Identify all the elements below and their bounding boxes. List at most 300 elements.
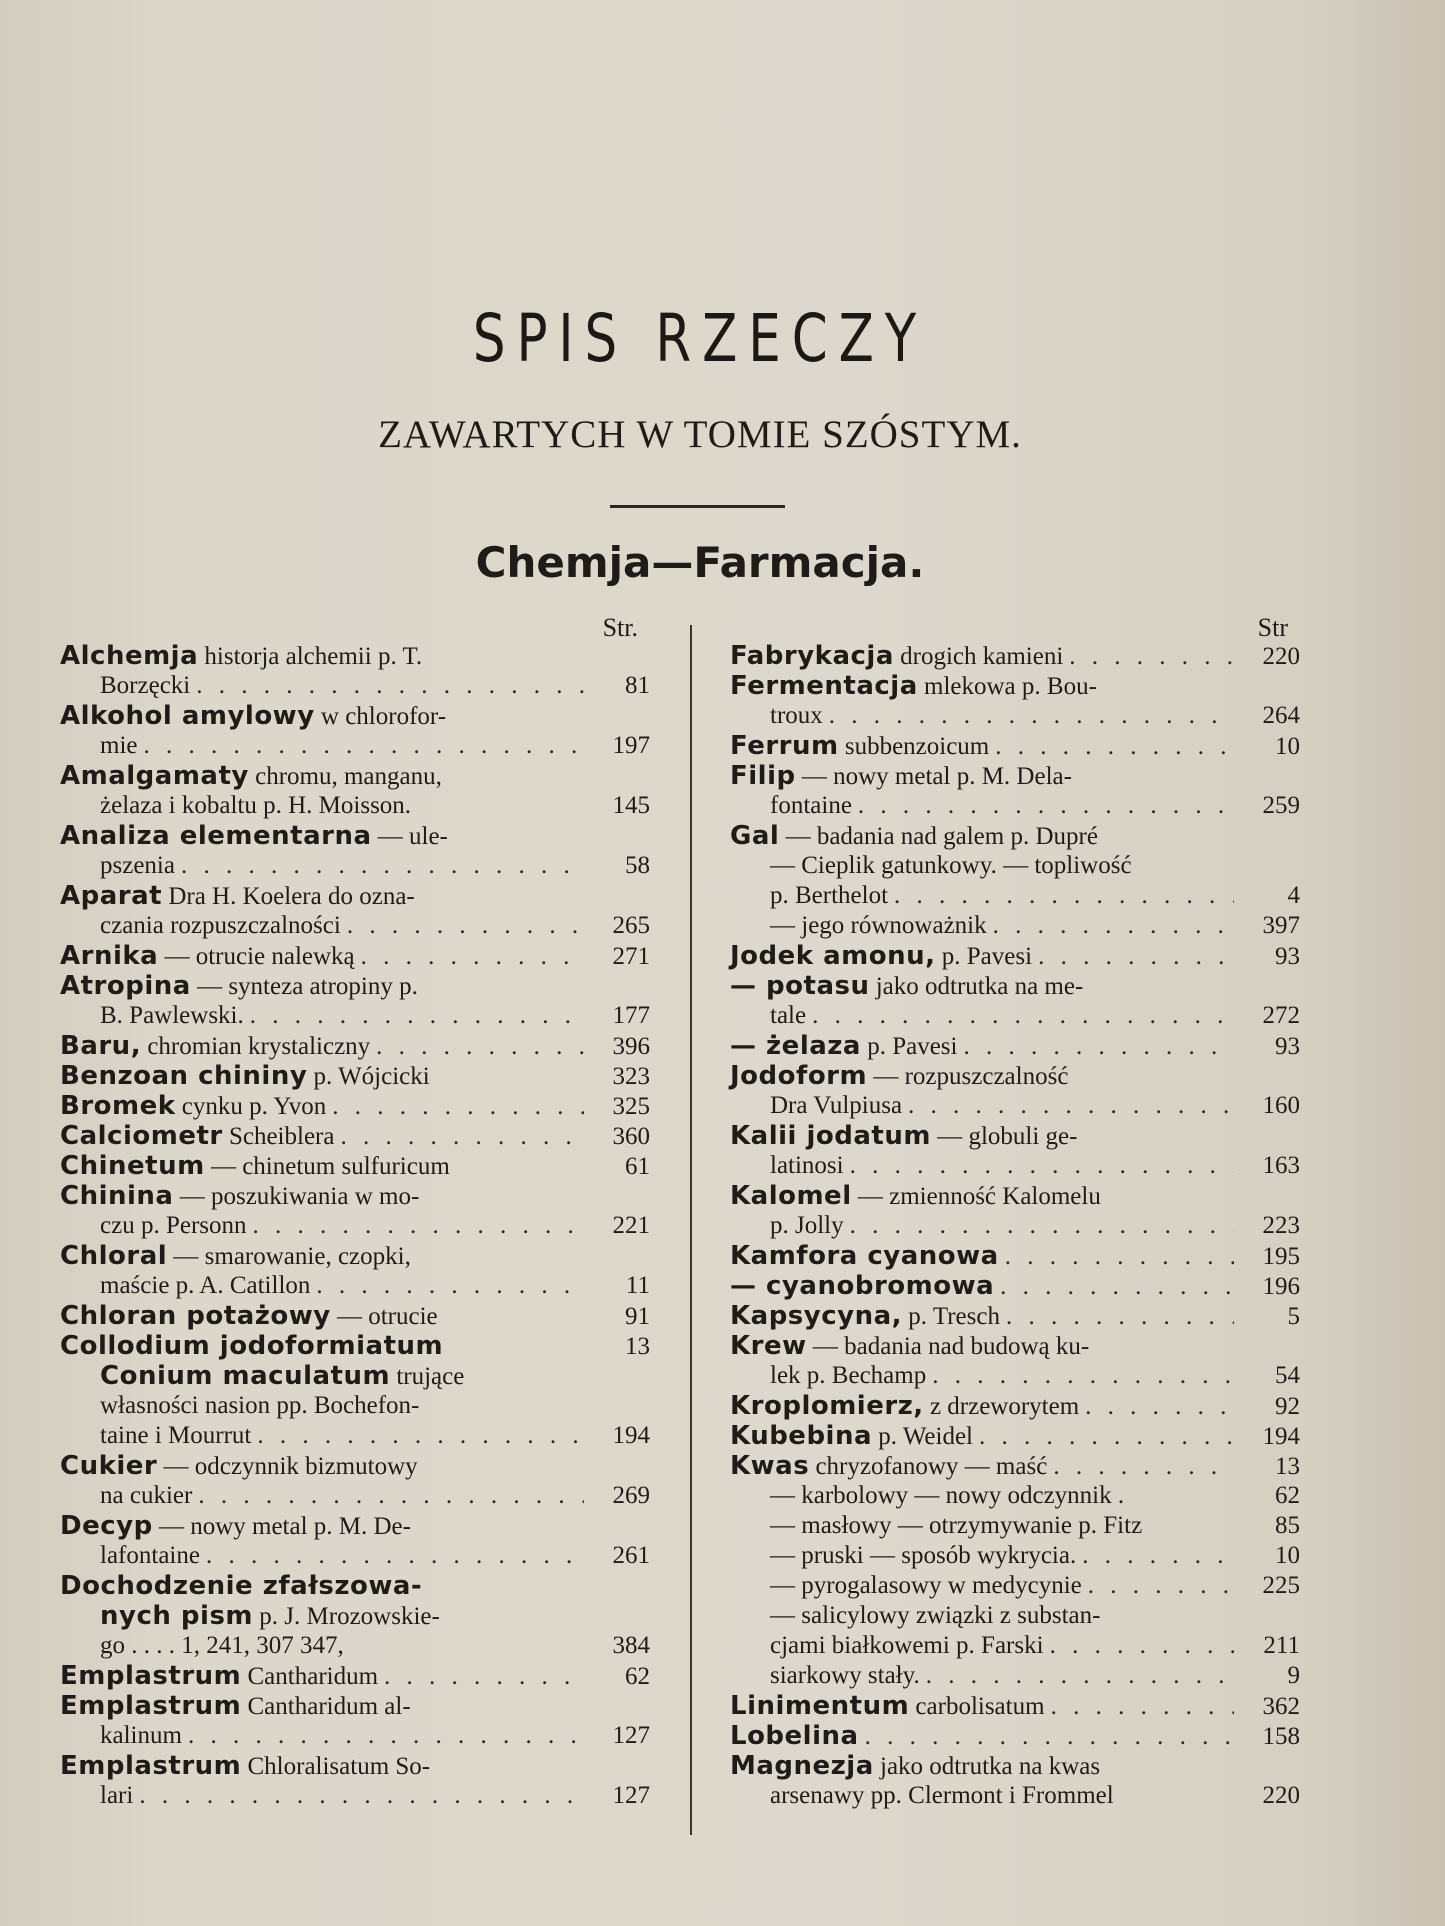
leader-dots — [908, 1091, 1234, 1121]
entry-keyword: Filip — [730, 761, 796, 791]
index-line — [730, 1361, 1300, 1391]
page-number: 271 — [612, 943, 650, 970]
leader-dots — [257, 1421, 584, 1451]
leader-dots — [196, 671, 584, 701]
index-line — [60, 1541, 650, 1571]
entry-text: kalinum — [100, 1722, 182, 1749]
entry-text: Alkohol amylowy w chlorofor- — [60, 701, 447, 731]
leader-dots — [1000, 1272, 1234, 1302]
entry-text: nych pism p. J. Mrozowskie- — [100, 1601, 440, 1631]
entry-keyword: Emplastrum — [60, 1661, 242, 1691]
entry-text: Ferrum subbenzoicum — [730, 731, 990, 761]
leader-dots — [340, 1122, 584, 1152]
page-number: 54 — [1275, 1362, 1300, 1389]
index-entry — [60, 1151, 650, 1181]
page-number: 92 — [1275, 1393, 1300, 1420]
index-entry — [60, 1331, 650, 1361]
index-line — [60, 1001, 650, 1031]
entry-text: — karbolowy — nowy odczynnik . — [770, 1482, 1125, 1509]
entry-text: Calciometr Scheiblera — [60, 1121, 335, 1151]
entry-text: troux — [770, 702, 823, 729]
page-number: 196 — [1262, 1273, 1300, 1300]
index-entry — [60, 1361, 650, 1451]
entry-text: Emplastrum Cantharidum al- — [60, 1691, 411, 1721]
index-line — [730, 1421, 1300, 1451]
entry-keyword: Kapsycyna, — [730, 1301, 903, 1331]
entry-text: — potasu jako odtrutka na me- — [730, 971, 1084, 1001]
index-entry — [60, 641, 650, 701]
entry-text: Analiza elementarna — ulе- — [60, 821, 448, 851]
entry-text: latinosi — [770, 1152, 844, 1179]
index-line — [730, 881, 1300, 911]
page-number: 223 — [1262, 1212, 1300, 1239]
entry-text: Kalii jodatum — globuli ge- — [730, 1121, 1078, 1151]
leader-dots — [995, 732, 1234, 762]
page-number: 397 — [1262, 912, 1300, 939]
page-number: 62 — [625, 1663, 650, 1690]
entry-keyword: Conium maculatum — [100, 1361, 391, 1391]
leader-dots — [376, 1032, 584, 1062]
index-entry — [60, 1661, 650, 1691]
entry-text: Benzoan chininy p. Wójcicki — [60, 1061, 430, 1091]
entry-text: Dra Vulpiusa — [770, 1092, 903, 1119]
leader-dots — [1069, 642, 1234, 672]
index-line — [730, 1511, 1300, 1541]
page-number: 61 — [625, 1153, 650, 1180]
index-line — [730, 1751, 1300, 1781]
entry-text: żelaza i kobaltu p. H. Moisson. — [100, 792, 412, 819]
page-number: 62 — [1275, 1482, 1300, 1509]
index-line — [730, 1391, 1300, 1421]
leader-dots — [858, 791, 1234, 821]
leader-dots — [993, 911, 1234, 941]
index-entry — [730, 1391, 1300, 1421]
entry-keyword: Baru, — [60, 1031, 142, 1061]
leader-dots — [894, 881, 1234, 911]
entry-text: Chinetum — chinetum sulfuricum — [60, 1151, 450, 1181]
entry-keyword: Aparat — [60, 881, 163, 911]
index-entry — [60, 1181, 650, 1241]
index-line — [730, 1631, 1300, 1661]
index-line — [730, 701, 1300, 731]
entry-keyword: Lobelina — [730, 1721, 859, 1751]
leader-dots — [932, 1361, 1234, 1391]
page-number: 163 — [1262, 1152, 1300, 1179]
index-line — [60, 1211, 650, 1241]
page-number: 93 — [1275, 943, 1300, 970]
entry-text: Jodoform — rozpuszczalność — [730, 1061, 1069, 1091]
entry-keyword: Chinetum — [60, 1151, 205, 1181]
index-line — [730, 1721, 1300, 1751]
index-line — [60, 1151, 650, 1181]
entry-text: czania rozpuszczalności — [100, 912, 341, 939]
page-number: 269 — [612, 1482, 650, 1509]
index-line — [60, 1601, 650, 1631]
page-number: 13 — [625, 1333, 650, 1360]
index-line — [60, 1571, 650, 1601]
index-entry — [60, 881, 650, 941]
page-number: 396 — [612, 1033, 650, 1060]
index-line — [60, 1271, 650, 1301]
index-entry — [730, 1691, 1300, 1721]
index-entries-left — [60, 641, 650, 1811]
leader-dots — [1006, 1302, 1234, 1332]
entry-text: Emplastrum Chloralisatum So- — [60, 1751, 431, 1781]
index-entry — [730, 1061, 1300, 1121]
page-number: 220 — [1262, 643, 1300, 670]
title-rule — [610, 505, 785, 508]
leader-dots — [1005, 1242, 1234, 1272]
entry-text: — pyrogalasowy w medycynie — [770, 1572, 1082, 1599]
index-entry — [730, 1721, 1300, 1751]
entry-text — [60, 1331, 443, 1362]
index-line — [730, 1061, 1300, 1091]
index-line — [60, 731, 650, 761]
index-entry — [730, 971, 1300, 1031]
leader-dots — [198, 1481, 584, 1511]
index-line — [730, 1121, 1300, 1151]
entry-text: Bromek cynku p. Yvon — [60, 1091, 327, 1121]
page-number: 10 — [1275, 733, 1300, 760]
entry-keyword: Jodek amonu, — [730, 941, 936, 971]
index-entry — [730, 1421, 1300, 1451]
entry-text: fontaine — [770, 792, 852, 819]
leader-dots — [1038, 942, 1234, 972]
index-line — [730, 1571, 1300, 1601]
index-entry — [730, 1031, 1300, 1061]
entry-text: Emplastrum Cantharidum — [60, 1661, 379, 1691]
index-line — [60, 1421, 650, 1451]
leader-dots — [1051, 1692, 1234, 1722]
leader-dots — [926, 1661, 1234, 1691]
entry-keyword: — żelaza — [730, 1031, 861, 1061]
index-line — [730, 821, 1300, 851]
index-line — [730, 1091, 1300, 1121]
entry-keyword: Chloran potażowy — [60, 1301, 331, 1331]
index-line — [60, 1181, 650, 1211]
entry-keyword: Jodoform — [730, 1061, 868, 1091]
entry-text: — pruski — sposób wykrycia. — [770, 1542, 1077, 1569]
entry-text: Conium maculatum trujące — [100, 1361, 465, 1391]
index-line — [730, 1241, 1300, 1271]
index-line — [60, 851, 650, 881]
index-line — [730, 1151, 1300, 1181]
index-line — [730, 1211, 1300, 1241]
index-entry — [60, 701, 650, 761]
index-line — [60, 641, 650, 671]
entry-text: Kroplomierz, z drzeworytem — [730, 1391, 1080, 1421]
leader-dots — [253, 1211, 585, 1241]
leader-dots — [829, 701, 1234, 731]
leader-dots — [139, 1781, 584, 1811]
page-number: 158 — [1262, 1723, 1300, 1750]
page-number: 197 — [612, 732, 650, 759]
index-line — [730, 941, 1300, 971]
index-line — [730, 851, 1300, 881]
index-entry — [60, 1751, 650, 1811]
index-entry — [60, 1061, 650, 1091]
entry-text: Jodek amonu, p. Pavesi — [730, 941, 1033, 971]
page-number: 5 — [1287, 1303, 1300, 1330]
index-entry — [730, 1331, 1300, 1391]
entry-keyword: — cyanobromowa — [730, 1271, 995, 1301]
page-number: 13 — [1275, 1453, 1300, 1480]
entry-text: Kwas chryzofanowy — maść — [730, 1451, 1048, 1481]
entry-keyword: Kubebina — [730, 1421, 873, 1451]
index-line — [60, 1301, 650, 1331]
page-number: 261 — [612, 1542, 650, 1569]
entry-keyword: Cukier — [60, 1451, 158, 1481]
index-entries-right — [730, 641, 1300, 1811]
leader-dots — [332, 1092, 584, 1122]
index-line — [730, 1451, 1300, 1481]
entry-text: — masłowy — otrzymywanie p. Fitz — [770, 1512, 1143, 1539]
page-number: 221 — [612, 1212, 650, 1239]
entry-text: arsenawy pp. Clermont i Frommel — [770, 1782, 1114, 1809]
entry-keyword: Dochodzenie zfałszowa- — [60, 1571, 423, 1601]
entry-keyword: Kroplomierz, — [730, 1391, 924, 1421]
index-line — [730, 1301, 1300, 1331]
page-number: 81 — [625, 672, 650, 699]
entry-text: lek p. Bechamp — [770, 1362, 927, 1389]
entry-keyword: Decyp — [60, 1511, 153, 1541]
entry-text: Decyp — nowy metal p. M. De- — [60, 1511, 411, 1541]
page-number: 225 — [1262, 1572, 1300, 1599]
index-line — [60, 911, 650, 941]
page-number: 362 — [1262, 1693, 1300, 1720]
index-entry — [730, 1451, 1300, 1691]
index-line — [60, 1391, 650, 1421]
entry-text: Krew — badania nad budową ku- — [730, 1331, 1090, 1361]
page-number: 194 — [1262, 1423, 1300, 1450]
index-line — [730, 671, 1300, 701]
index-line — [60, 1241, 650, 1271]
entry-keyword: Atropina — [60, 971, 191, 1001]
page-number: 91 — [625, 1303, 650, 1330]
entry-text: p. Jolly — [770, 1212, 844, 1239]
index-line — [60, 1511, 650, 1541]
page-number: 85 — [1275, 1512, 1300, 1539]
leader-dots — [250, 1001, 584, 1031]
index-entry — [730, 1121, 1300, 1181]
index-entry — [730, 1271, 1300, 1301]
page-number: 211 — [1263, 1632, 1300, 1659]
entry-keyword: Chinina — [60, 1181, 174, 1211]
entry-keyword: Fabrykacja — [730, 641, 894, 671]
entry-keyword: Linimentum — [730, 1691, 910, 1721]
entry-keyword: Bromek — [60, 1091, 176, 1121]
page-number: 11 — [625, 1272, 650, 1299]
entry-text: Cukier — odczynnik bizmutowy — [60, 1451, 418, 1481]
index-entry — [60, 1241, 650, 1301]
index-line — [730, 1181, 1300, 1211]
entry-text: Linimentum carbolisatum — [730, 1691, 1045, 1721]
leader-dots — [181, 851, 584, 881]
entry-text: Chinina — poszukiwania w mo- — [60, 1181, 420, 1211]
index-line — [60, 1751, 650, 1781]
index-line — [730, 911, 1300, 941]
entry-text: siarkowy stały. — [770, 1662, 920, 1689]
entry-keyword: Kamfora cyanowa — [730, 1241, 999, 1271]
index-line — [730, 1001, 1300, 1031]
page-title: SPIS RZECZY — [472, 300, 928, 377]
entry-text: Amalgamaty chromu, manganu, — [60, 761, 442, 791]
entry-text: Aparat Dra H. Koelera do ozna- — [60, 881, 415, 911]
index-entry — [60, 821, 650, 881]
index-line — [730, 641, 1300, 671]
index-line — [730, 1481, 1300, 1511]
entry-text — [730, 1721, 859, 1752]
index-entry — [60, 941, 650, 971]
entry-keyword: Calciometr — [60, 1121, 223, 1151]
index-entry — [730, 761, 1300, 821]
entry-text: Kapsycyna, p. Tresch — [730, 1301, 1000, 1331]
index-line — [60, 881, 650, 911]
index-line — [60, 1691, 650, 1721]
index-line — [60, 1631, 650, 1661]
index-entry — [60, 971, 650, 1031]
entry-text: Fabrykacja drogich kamieni — [730, 641, 1064, 671]
page-number: 194 — [612, 1422, 650, 1449]
index-line — [60, 1661, 650, 1691]
entry-text: maście p. A. Catillon — [100, 1272, 311, 1299]
entry-text: Baru, chromian krystaliczny — [60, 1031, 371, 1061]
index-line — [60, 1091, 650, 1121]
index-line — [60, 701, 650, 731]
entry-keyword: Gal — [730, 821, 780, 851]
entry-text: czu p. Personn — [100, 1212, 247, 1239]
entry-text: Arnika — otrucie nalewką — [60, 941, 355, 971]
index-line — [60, 671, 650, 701]
entry-keyword: Analiza elementarna — [60, 821, 372, 851]
leader-dots — [206, 1541, 584, 1571]
entry-text: Filip — nowy metal p. M. Dela- — [730, 761, 1072, 791]
entry-text: — jego równoważnik — [770, 912, 987, 939]
entry-keyword: Krew — [730, 1331, 807, 1361]
entry-keyword: Arnika — [60, 941, 159, 971]
page-number: 145 — [612, 792, 650, 819]
leader-dots — [316, 1271, 584, 1301]
index-entry — [60, 1691, 650, 1751]
entry-keyword: nych pism — [100, 1601, 254, 1631]
entry-text: — salicylowy związki z substan- — [770, 1602, 1101, 1629]
leader-dots — [865, 1722, 1234, 1752]
entry-text: lafontaine — [100, 1542, 200, 1569]
page-number: 10 — [1275, 1542, 1300, 1569]
leader-dots — [1088, 1571, 1234, 1601]
leader-dots — [347, 911, 584, 941]
entry-text: własności nasion pp. Bochefon- — [100, 1392, 420, 1419]
leader-dots — [812, 1001, 1234, 1031]
page-number: 265 — [612, 912, 650, 939]
index-entry — [730, 1241, 1300, 1271]
page-number: 127 — [612, 1782, 650, 1809]
leader-dots — [144, 731, 585, 761]
index-entry — [60, 761, 650, 821]
page-number: 9 — [1287, 1662, 1300, 1689]
entry-keyword: Benzoan chininy — [60, 1061, 308, 1091]
index-right-column — [730, 615, 1300, 1811]
entry-text: Atropina — synteza atropiny p. — [60, 971, 418, 1001]
leader-dots — [1050, 1631, 1234, 1661]
index-line — [60, 1781, 650, 1811]
leader-dots — [1085, 1392, 1234, 1422]
index-entry — [730, 731, 1300, 761]
entry-text — [730, 1271, 994, 1302]
entry-keyword: Chloral — [60, 1241, 168, 1271]
column-divider — [690, 625, 692, 1835]
leader-dots — [361, 942, 584, 972]
index-line — [730, 1601, 1300, 1631]
page-number: 160 — [1262, 1092, 1300, 1119]
entry-text: na cukier — [100, 1482, 193, 1509]
index-line — [60, 941, 650, 971]
index-line — [60, 1331, 650, 1361]
index-left-column — [60, 615, 650, 1811]
index-line — [60, 1721, 650, 1751]
page-number: 259 — [1262, 792, 1300, 819]
entry-text: tale — [770, 1002, 807, 1029]
entry-text: Fermentacja mlekowa p. Bou- — [730, 671, 1097, 701]
index-line — [60, 971, 650, 1001]
index-line — [730, 1331, 1300, 1361]
entry-keyword: Collodium jodoformiatum — [60, 1331, 444, 1361]
entry-text: Borzęcki — [100, 672, 191, 699]
page-number: 323 — [612, 1063, 650, 1090]
entry-text: go . . . . 1, 241, 307 347, — [100, 1632, 344, 1659]
entry-text: — Cieplik gatunkowy. — topliwość — [770, 852, 1132, 879]
leader-dots — [979, 1422, 1234, 1452]
entry-keyword: Alchemja — [60, 641, 199, 671]
index-line — [730, 1031, 1300, 1061]
leader-dots — [963, 1032, 1234, 1062]
section-heading: Chemja—Farmacja. — [475, 538, 925, 587]
page-number: 195 — [1262, 1243, 1300, 1270]
leader-dots — [850, 1211, 1234, 1241]
entry-keyword: Kalii jodatum — [730, 1121, 931, 1151]
entry-text: p. Berthelot — [770, 882, 889, 909]
entry-keyword: Emplastrum — [60, 1751, 242, 1781]
entry-text — [730, 1241, 999, 1272]
index-line — [60, 1451, 650, 1481]
index-entry — [730, 671, 1300, 731]
index-line — [60, 1121, 650, 1151]
entry-text — [60, 1571, 422, 1602]
entry-keyword: Ferrum — [730, 731, 839, 761]
page-number: 177 — [612, 1002, 650, 1029]
entry-text: Magnezja jako odtrutka na kwas — [730, 1751, 1101, 1781]
page-number: 58 — [625, 852, 650, 879]
index-entry — [730, 821, 1300, 941]
page-number: 220 — [1262, 1782, 1300, 1809]
entry-text: Kubebina p. Weidel — [730, 1421, 974, 1451]
entry-text: Kalomel — zmienność Kalomelu — [730, 1181, 1101, 1211]
entry-text: Chloral — smarowanie, czopki, — [60, 1241, 411, 1271]
index-line — [730, 731, 1300, 761]
leader-dots — [1082, 1541, 1234, 1571]
entry-keyword: Amalgamaty — [60, 761, 249, 791]
index-entry — [60, 1451, 650, 1511]
page-column-label: Str. — [602, 613, 638, 642]
page-number: 93 — [1275, 1033, 1300, 1060]
entry-keyword: Kalomel — [730, 1181, 852, 1211]
entry-text: Chloran potażowy — otrucie — [60, 1301, 438, 1331]
entry-text: cjami białkowemi p. Farski — [770, 1632, 1044, 1659]
index-line — [730, 791, 1300, 821]
index-line — [60, 1361, 650, 1391]
leader-dots — [188, 1721, 584, 1751]
index-line — [730, 1541, 1300, 1571]
